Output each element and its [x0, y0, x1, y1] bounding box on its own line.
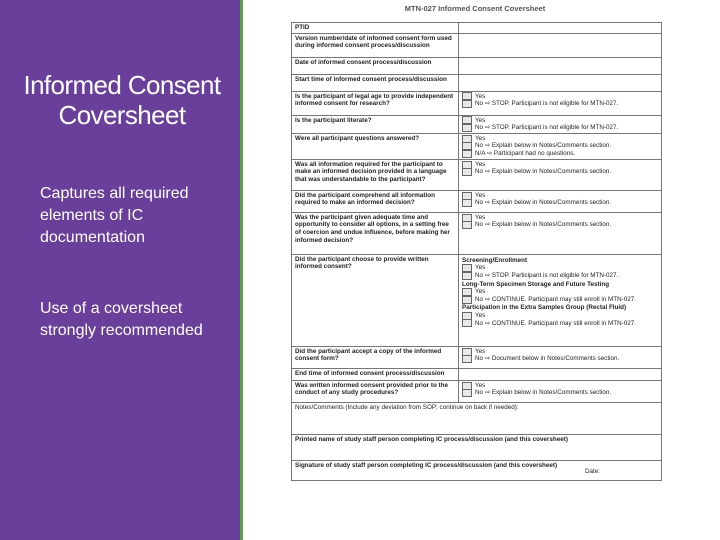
answer-option[interactable]	[462, 199, 658, 207]
answer-label: Yes	[475, 134, 486, 142]
question-cell: Was written informed consent provided prior to the conduct of any study procedures?	[292, 380, 459, 402]
answer-option[interactable]	[462, 320, 658, 328]
question-cell: Did the participant accept a copy of the informed consent form?	[292, 346, 459, 368]
answer-cell	[459, 254, 662, 346]
question-cell: Was all information required for the participant to make an informed decision provided in a language that was understandable to the participant?	[292, 159, 459, 190]
question-cell: Did the participant comprehend all information required to make an informed decision?	[292, 190, 459, 212]
form-row	[292, 133, 662, 159]
answer-cell	[459, 159, 662, 190]
answer-group-title: Screening/Enrollment	[462, 256, 528, 264]
form-row	[292, 115, 662, 133]
printed-name-cell: Printed name of study staff person completing IC process/discussion (and this coversheet)	[292, 434, 662, 460]
date-label: Date:	[584, 467, 600, 475]
document-title: MTN-027 Informed Consent Coversheet	[404, 4, 546, 13]
question-cell: PTID	[292, 23, 459, 34]
answer-option[interactable]	[462, 124, 658, 132]
signature-row	[292, 460, 662, 480]
answer-option[interactable]	[462, 117, 658, 125]
question-cell: End time of informed consent process/discussion	[292, 368, 459, 380]
answer-option[interactable]	[462, 288, 658, 296]
accent-stripe	[240, 0, 243, 540]
bullet-captures: Captures all required elements of IC documentation	[40, 185, 189, 246]
answer-cell	[459, 91, 662, 115]
form-row	[292, 190, 662, 212]
checkbox[interactable]	[462, 168, 472, 176]
answer-option[interactable]	[462, 221, 658, 229]
form-row	[292, 91, 662, 115]
answer-option[interactable]	[462, 168, 658, 176]
answer-label: Yes	[475, 160, 486, 168]
checkbox[interactable]	[462, 272, 472, 280]
question-cell: Date of informed consent process/discussion	[292, 57, 459, 74]
answer-label: Yes	[475, 347, 486, 355]
answer-cell	[459, 212, 662, 254]
answer-option[interactable]	[462, 100, 658, 108]
checkbox[interactable]	[462, 319, 472, 327]
answer-option[interactable]	[462, 142, 658, 150]
answer-cell	[459, 115, 662, 133]
slide-title	[14, 70, 230, 130]
answer-cell	[459, 57, 662, 74]
slide-title-line2: Coversheet	[58, 100, 186, 130]
checkbox[interactable]	[462, 389, 472, 397]
answer-label: No ⇨ Explain below in Notes/Comments section.	[475, 221, 612, 229]
form-row	[292, 159, 662, 190]
answer-option[interactable]	[462, 214, 658, 222]
bullet-recommended: Use of a coversheet strongly recommended	[40, 300, 203, 339]
checkbox[interactable]	[462, 150, 472, 158]
answer-option[interactable]	[462, 348, 658, 356]
answer-option[interactable]	[462, 355, 658, 363]
answer-label: No ⇨ STOP. Participant is not eligible for MTN-027.	[475, 124, 619, 132]
form-row	[292, 368, 662, 380]
answer-option[interactable]	[462, 264, 658, 272]
answer-option[interactable]	[462, 192, 658, 200]
answer-label: Yes	[475, 213, 486, 221]
answer-cell	[459, 33, 662, 57]
answer-label: No ⇨ Explain below in Notes/Comments section.	[475, 389, 612, 397]
question-cell: Was the participant given adequate time and opportunity to consider all options, in a setting free of coercion and undue influence, before making her informed decision?	[292, 212, 459, 254]
question-cell: Is the participant of legal age to provide independent informed consent for research?	[292, 91, 459, 115]
answer-option[interactable]	[462, 312, 658, 320]
answer-label: Yes	[475, 288, 486, 296]
answer-cell	[459, 190, 662, 212]
checkbox[interactable]	[462, 199, 472, 207]
question-cell: Did the participant choose to provide written informed consent?	[292, 254, 459, 346]
answer-label: Yes	[475, 381, 486, 389]
answer-group-title: Participation in the Extra Samples Group (Rectal Fluid)	[462, 304, 627, 312]
answer-label: Yes	[475, 191, 486, 199]
printed-name-row	[292, 434, 662, 460]
answer-label: Yes	[475, 311, 486, 319]
question-cell: Start time of informed consent process/discussion	[292, 74, 459, 91]
answer-label: No ⇨ Explain below in Notes/Comments section.	[475, 168, 612, 176]
question-cell: Is the participant literate?	[292, 115, 459, 133]
answer-option[interactable]	[462, 296, 658, 304]
notes-row	[292, 402, 662, 434]
coversheet-form	[291, 22, 662, 481]
answer-group-title: Long-Term Specimen Storage and Future Testing	[462, 280, 610, 288]
answer-label: Yes	[475, 264, 486, 272]
answer-option[interactable]	[462, 272, 658, 280]
answer-cell	[459, 133, 662, 159]
form-row	[292, 33, 662, 57]
question-cell: Version number/date of informed consent form used during informed consent process/discussion	[292, 33, 459, 57]
answer-label: No ⇨ Explain below in Notes/Comments section.	[475, 199, 612, 207]
answer-cell	[459, 368, 662, 380]
slide-title-line1: Informed Consent	[23, 70, 221, 100]
form-row	[292, 57, 662, 74]
answer-label: No ⇨ CONTINUE. Participant may still enroll in MTN-027.	[475, 295, 636, 303]
answer-option[interactable]	[462, 135, 658, 143]
answer-label: No ⇨ Document below in Notes/Comments section.	[475, 355, 620, 363]
form-row	[292, 346, 662, 368]
signature-label: Signature of study staff person completing IC process/discussion (and this coversheet)	[295, 461, 558, 469]
form-row	[292, 23, 662, 34]
answer-label: No ⇨ CONTINUE. Participant may still enroll in MTN-027.	[475, 319, 636, 327]
answer-label: No ⇨ STOP. Participant is not eligible for MTN-027.	[475, 100, 619, 108]
checkbox[interactable]	[462, 221, 472, 229]
answer-option[interactable]	[462, 382, 658, 390]
answer-label: Yes	[475, 116, 486, 124]
answer-label: No ⇨ STOP. Participant is not eligible for MTN-027.	[475, 271, 619, 279]
form-row	[292, 254, 662, 346]
answer-option[interactable]	[462, 389, 658, 397]
answer-cell	[459, 380, 662, 402]
question-cell: Were all participant questions answered?	[292, 133, 459, 159]
checkbox[interactable]	[462, 100, 472, 108]
checkbox[interactable]	[462, 296, 472, 304]
form-row	[292, 212, 662, 254]
left-panel	[0, 0, 240, 540]
checkbox[interactable]	[462, 355, 472, 363]
answer-label: No ⇨ Explain below in Notes/Comments section.	[475, 142, 612, 150]
signature-cell	[292, 460, 662, 480]
answer-label: Yes	[475, 92, 486, 100]
answer-cell	[459, 74, 662, 91]
form-row	[292, 380, 662, 402]
answer-label: N/A ⇨ Participant had no questions.	[475, 149, 576, 157]
notes-cell: Notes/Comments (Include any deviation from SOP; continue on back if needed):	[292, 402, 662, 434]
answer-cell	[459, 346, 662, 368]
form-row	[292, 74, 662, 91]
answer-cell	[459, 23, 662, 34]
answer-option[interactable]	[462, 93, 658, 101]
answer-option[interactable]	[462, 150, 658, 158]
checkbox[interactable]	[462, 124, 472, 132]
answer-option[interactable]	[462, 161, 658, 169]
